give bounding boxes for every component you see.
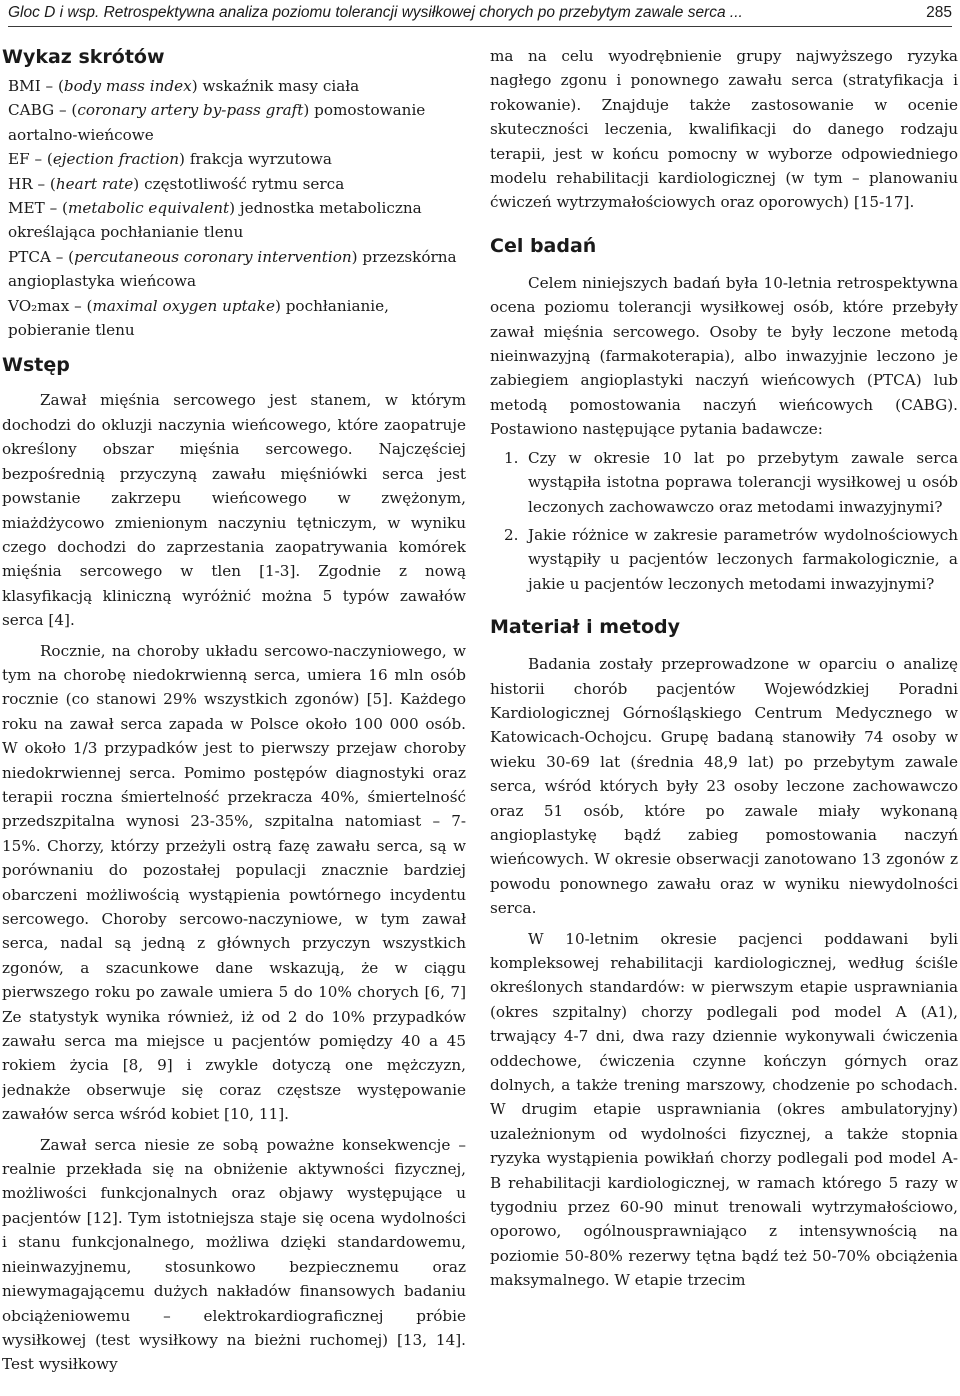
intro-paragraph: Rocznie, na choroby układu sercowo-naczyniowego, w tym na chorobę niedokrwienną serca, umiera 16 mln osób rocznie (co stanowi 29% wszystkich zgonów) [5]. Każdego roku na zawał serca zapada w Polsce około 100 000 osób. W około 1/3 przypadków jest to pierwszy przejaw choroby niedokrwiennej serca. Pomimo postępów diagnostyki oraz terapii roczna śmiertelność przekracza 40%, śmiertelność przedszpitalna wynosi 23-35%, szpitalna natomiast – 7-15%. Chorzy, którzy przeżyli ostrą fazę zawału serca, są w porównaniu do pozostałej populacji znacznie bardziej obarczeni możliwością wystąpienia powtórnego incydentu sercowego. Choroby sercowo-naczyniowe, w tym zawał serca, nadal są jedną z głównych przyczyn wszystkich zgonów, a szacunkowe dane wskazują, że w ciągu pierwszego roku po zawale umiera 5 do 10% chorych [6, 7] Ze statystyk wynika również, iż od 2 do 10% przypadków zawału serca ma miejsce u pacjentów pomiędzy 40 a 45 rokiem życia [8, 9] i zwykle dotyczą one mężczyzn, jednakże obserwuje się coraz częstsze występowanie zawałów serca wśród kobiet [10, 11].: [2, 641, 466, 1124]
abbreviation-term: ejection fraction: [52, 150, 180, 169]
abbreviation-definition: frakcja wyrzutowa: [189, 150, 332, 169]
abbreviation-definition: częstotliwość rytmu serca: [144, 174, 345, 193]
research-questions-list: [490, 446, 958, 596]
abbreviation-definition: przezskórna angioplastyka wieńcowa: [8, 247, 457, 291]
running-title: Gloc D i wsp. Retrospektywna analiza poziomu tolerancji wysiłkowej chorych po przebytym zawale serca ...: [8, 4, 743, 21]
abbreviation-item: MET – (metabolic equivalent) jednostka metaboliczna określająca pochłanianie tlenu: [8, 199, 422, 242]
abbreviation-term: percutaneous coronary intervention: [74, 247, 352, 266]
abbreviation-code: BMI: [8, 77, 41, 95]
abbreviation-item: HR – (heart rate) częstotliwość rytmu serca: [8, 174, 345, 193]
continuation-paragraph: ma na celu wyodrębnienie grupy najwyższego ryzyka nagłego zgonu i ponownego zawału serca (stratyfikacja i rokowanie). Znajduje także zastosowanie w ocenie skuteczności leczenia, kwalifikacji do danego rodzaju terapii, jest w końcu pomocny w wyborze odpowiedniego modelu rehabilitacji kardiologicznej (w tym – planowaniu ćwiczeń wytrzymałościowych oraz oporowych) [15-17].: [490, 47, 958, 212]
abbreviation-definition: pomostowanie aortalno-wieńcowe: [8, 101, 426, 144]
page-number: 285: [926, 4, 952, 21]
left-column: [2, 44, 466, 1394]
methods-heading: Materiał i metody: [490, 616, 680, 639]
intro-heading: Wstęp: [2, 354, 70, 377]
question-text: Czy w okresie 10 lat po przebytym zawale serca wystąpiła istotna poprawa tolerancji wysiłkowej u osób leczonych zachowawczo oraz metodami inwazyjnymi?: [528, 448, 958, 516]
question-number: 2.: [504, 525, 519, 544]
abbreviation-code: EF: [8, 150, 30, 169]
abbreviation-term: coronary artery by-pass graft: [77, 101, 304, 120]
intro-paragraph: Zawał mięśnia sercowego jest stanem, w którym dochodzi do okluzji naczynia wieńcowego, które zaopatruje określony obszar mięśnia sercowego. Najczęściej bezpośrednią przyczyną zawału mięśniówki serca jest powstanie zakrzepu wieńcowego w zwężonym, miażdżycowo zmienionym naczyniu tętniczym, w wyniku czego dochodzi do zaprzestania zaopatrywania komórek mięśnia sercowego w tlen [1-3]. Zgodnie z nową klasyfikacją kliniczną wyróżnić można 5 typów zawałów serca [4].: [2, 391, 466, 630]
methods-paragraph: Badania zostały przeprowadzone w oparciu o analizę historii chorób pacjentów Wojewódzkiej Poradni Kardiologicznej Górnośląskiego Centrum Medycznego w Katowicach-Ochojcu. Grupę badaną stanowiły 74 osoby w wieku 30-69 lat (średnia 48,9 lat) po przebytym zawale serca, wśród których były 23 osoby leczone zachowawczo oraz 51 osób, które po zawale miały wykonaną angioplastykę bądź zabieg pomostowania naczyń wieńcowych. W okresie obserwacji zanotowano 13 zgonów z powodu ponownego zawału oraz w wyniku niewydolności serca.: [490, 655, 958, 918]
intro-paragraph: Zawał serca niesie ze sobą poważne konsekwencje – realnie przekłada się na obniżenie aktywności fizycznej, możliwości funkcjonalnych oraz objawy występujące u pacjentów [12]. Tym istotniejsza staje się ocena wydolności i stanu funkcjonalnego, możliwa dzięki standardowemu, nieinwazyjnemu, stosunkowo bezpiecznemu oraz niewymagającemu dużych nakładów finansowych badaniu obciążeniowemu – elektrokardiograficznej próbie wysiłkowej (test wysiłkowy na bieżni ruchomej) [13, 14]. Test wysiłkowy: [2, 1135, 466, 1374]
right-column: [490, 44, 958, 1394]
abbreviation-item: EF – (ejection fraction) frakcja wyrzutowa: [8, 150, 332, 169]
question-text: Jakie różnice w zakresie parametrów wydolnościowych wystąpiły u pacjentów leczonych farmakologicznie, a jakie u pacjentów leczonych metodami inwazyjnymi?: [528, 525, 958, 593]
abbreviations-heading: Wykaz skrótów: [2, 46, 165, 68]
methods-paragraph: W 10-letnim okresie pacjenci poddawani byli kompleksowej rehabilitacji kardiologicznej, według ściśle określonych standardów: w pierwszym etapie usprawniania (okres szpitalny) chorzy podlegali pod model A (A1), trwający 4-7 dni, dwa razy dziennie wykonywali ćwiczenia oddechowe, ćwiczenia czynne kończyn górnych oraz dolnych, a także trening marszowy, chodzenie po schodach. W drugim etapie usprawniania (okres ambulatoryjny) uzależnionym od wydolności fizycznej, a także stopnia ryzyka wystąpienia powikłań chorzy podlegali pod model A-B rehabilitacji kardiologicznej, w ramach którego 5 razy w tygodniu przez 60-90 minut trenowali wytrzymałościowo, oporowo, ogólnousprawniająco z intensywnością na poziomie 50-80% rezerwy tętna bądź też 50-70% obciążenia maksymalnego. W etapie trzecim: [490, 929, 958, 1290]
abbreviations-list: [2, 74, 466, 342]
aim-paragraph: Celem niniejszych badań była 10-letnia retrospektywna ocena poziomu tolerancji wysiłkowej osób, które przebyły zawał mięśnia sercowego. Osoby te były leczone metodą nieinwazyjną (farmakoterapia), albo inwazyjnie leczono je zabiegiem angioplastyki naczyń wieńcowych (PTCA) lub metodą pomostowania naczyń wieńcowych (CABG). Postawiono następujące pytania badawcze:: [490, 273, 958, 439]
abbreviation-code: HR: [8, 174, 33, 193]
abbreviation-term: heart rate: [55, 174, 134, 193]
running-header: [8, 0, 952, 27]
abbreviation-term: metabolic equivalent: [67, 199, 230, 218]
abbreviation-definition: pochłanianie, pobieranie tlenu: [8, 296, 389, 340]
research-question: [490, 446, 958, 519]
abbreviation-item: BMI – (body mass index) wskaźnik masy ciała: [8, 77, 360, 95]
abbreviation-code: VO₂max: [8, 296, 70, 315]
abbreviation-code: CABG: [8, 101, 55, 120]
abbreviation-code: PTCA: [8, 247, 51, 266]
abbreviation-code: MET: [8, 199, 45, 218]
question-number: 1.: [504, 448, 519, 467]
abbreviation-definition: wskaźnik masy ciała: [202, 77, 360, 95]
abbreviation-item: CABG – (coronary artery by-pass graft) pomostowanie aortalno-wieńcowe: [8, 101, 426, 144]
abbreviation-item: VO₂max – (maximal oxygen uptake) pochłanianie, pobieranie tlenu: [8, 296, 389, 340]
abbreviation-term: maximal oxygen uptake: [92, 296, 275, 315]
abbreviation-definition: jednostka metaboliczna określająca pochłanianie tlenu: [8, 199, 422, 242]
abbreviation-term: body mass index: [63, 77, 192, 95]
research-question: [490, 523, 958, 596]
abbreviation-item: PTCA – (percutaneous coronary intervention) przezskórna angioplastyka wieńcowa: [8, 247, 457, 291]
aim-heading: Cel badań: [490, 234, 597, 257]
